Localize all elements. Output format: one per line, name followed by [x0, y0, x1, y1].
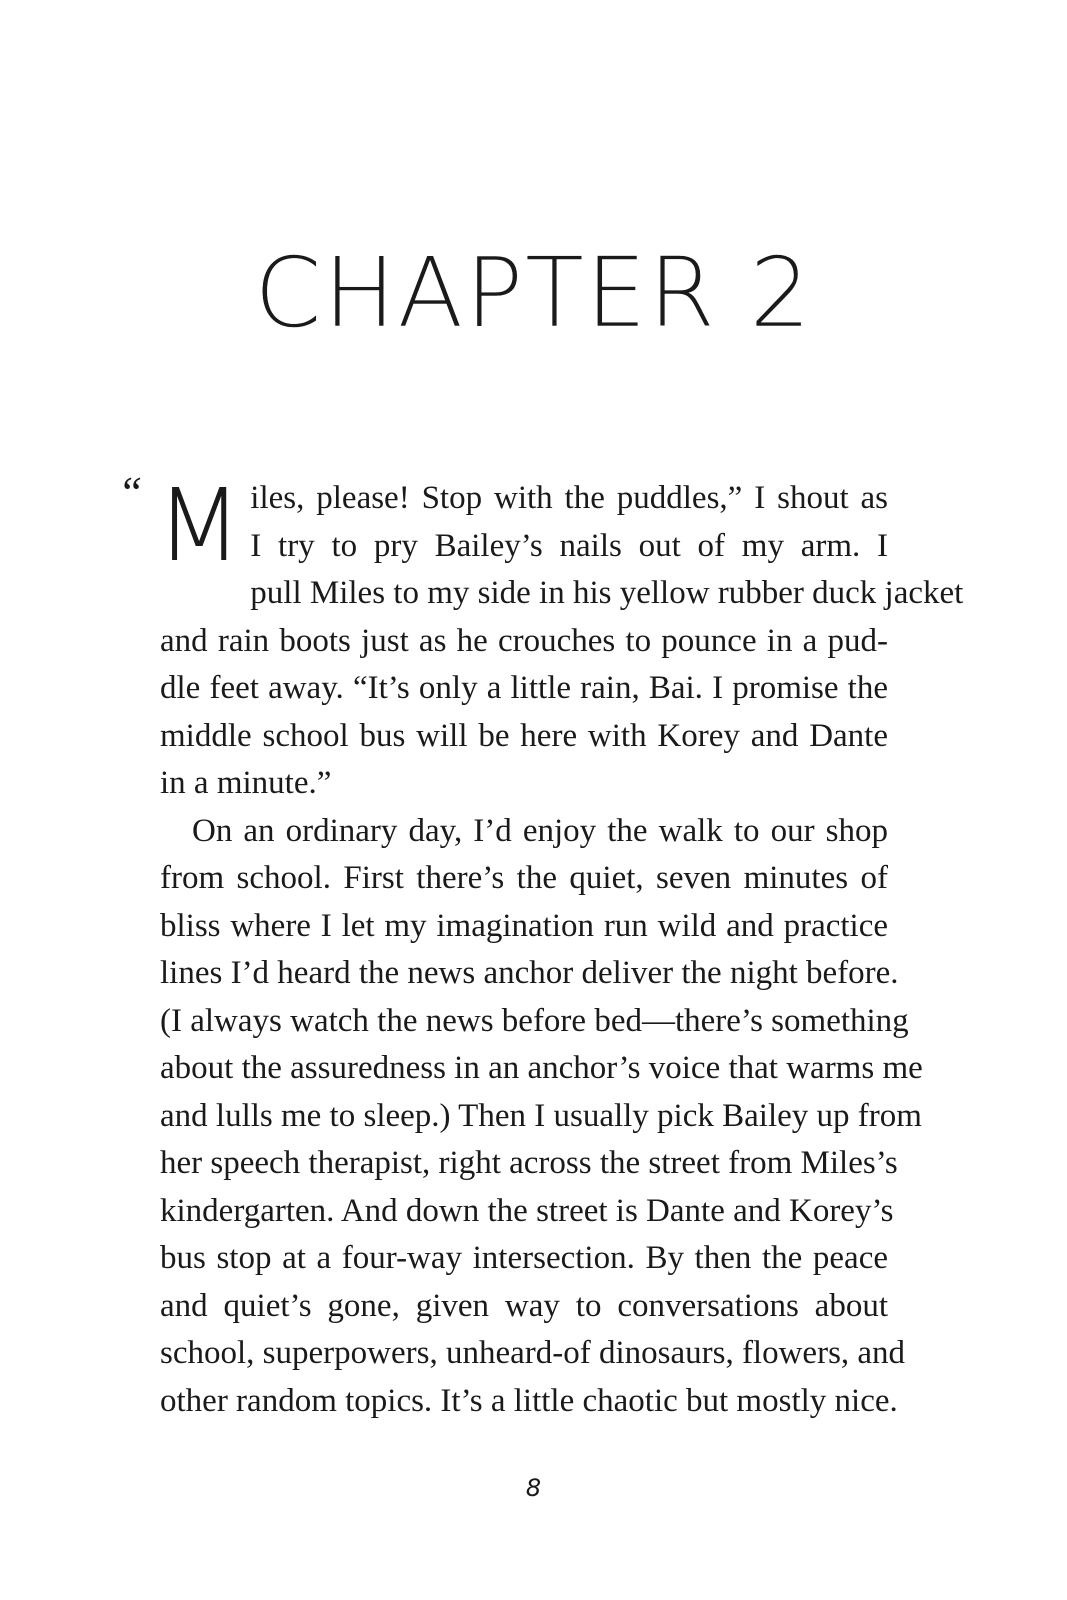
text-line: from school. First there’s the quiet, seven minutes of — [160, 860, 888, 896]
text-line: iles, please! Stop with the puddles,” I shout as — [250, 480, 888, 516]
body-text — [156, 467, 964, 1425]
text-line: pull Miles to my side in his yellow rubber duck jacket — [250, 575, 964, 611]
text-line: bliss where I let my imagination run wild and practice — [160, 907, 888, 944]
drop-cap: M — [156, 467, 243, 584]
text-line: other random topics. It’s a little chaotic but mostly nice. — [160, 1382, 898, 1419]
opening-quote-mark: “ — [118, 468, 143, 517]
text-line: in a minute.” — [160, 765, 332, 801]
text-line: (I always watch the news before bed—there’s something — [160, 1002, 909, 1039]
text-line: bus stop at a four-way intersection. By then the peace — [160, 1240, 888, 1276]
paragraph-2 — [160, 808, 923, 1426]
text-line: and quiet’s gone, given way to conversations about — [160, 1287, 888, 1324]
chapter-title: CHAPTER 2 — [254, 237, 813, 349]
text-line: lines I’d heard the news anchor deliver the night before. — [160, 955, 899, 991]
text-line: school, superpowers, unheard-of dinosaurs, flowers, and — [160, 1335, 906, 1371]
text-line: middle school bus will be here with Korey and Dante — [160, 717, 888, 754]
text-line: and lulls me to sleep.) Then I usually pick Bailey up from — [160, 1097, 922, 1134]
text-line: dle feet away. “It’s only a little rain, Bai. I promise the — [160, 670, 888, 706]
paragraph-1 — [156, 467, 964, 808]
text-line: On an ordinary day, I’d enjoy the walk to our shop — [192, 812, 888, 849]
text-line: kindergarten. And down the street is Dante and Korey’s — [160, 1192, 894, 1229]
text-line: I try to pry Bailey’s nails out of my arm. I — [250, 527, 888, 564]
text-line: her speech therapist, right across the street from Miles’s — [160, 1145, 898, 1181]
text-line: about the assuredness in an anchor’s voice that warms me — [160, 1050, 923, 1086]
text-line: and rain boots just as he crouches to pounce in a pud- — [160, 622, 888, 659]
page-number: 8 — [525, 1474, 542, 1502]
